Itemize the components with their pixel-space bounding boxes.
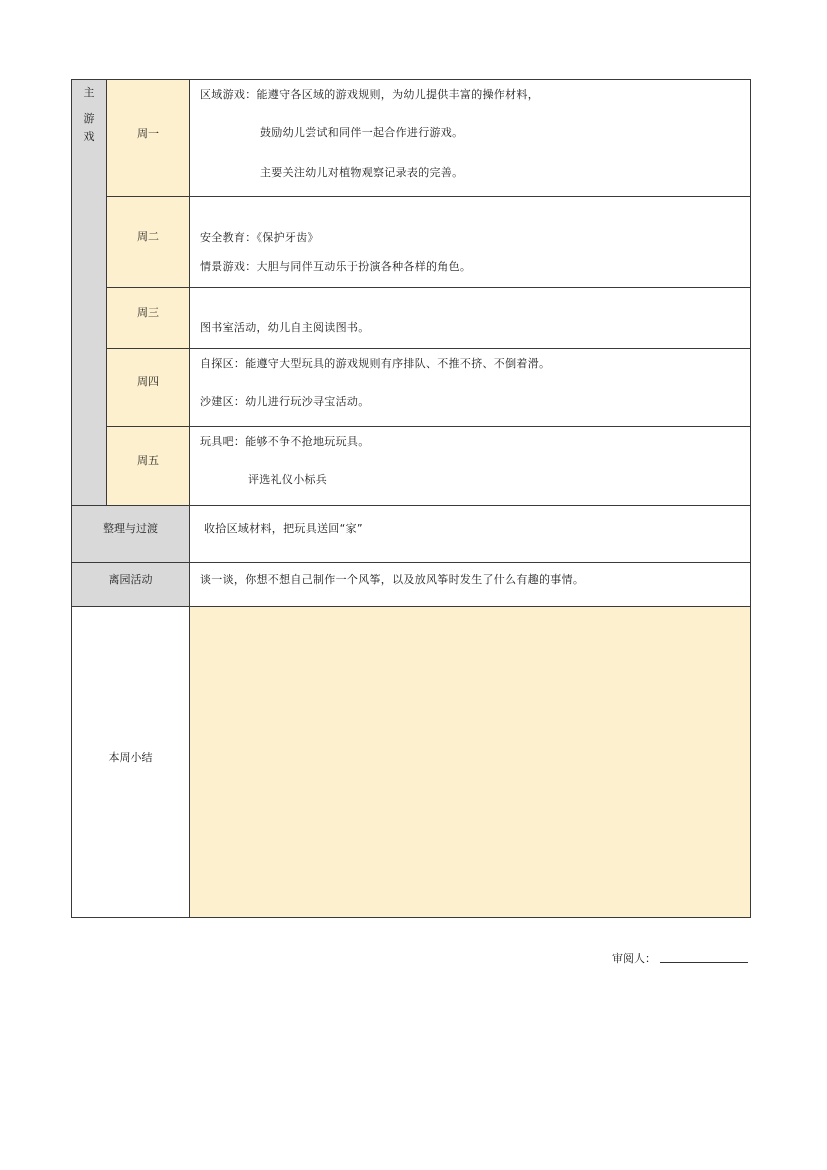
content-line: 图书室活动，幼儿自主阅读图书。 <box>200 321 370 334</box>
content-line: 自探区：能遵守大型玩具的游戏规则有序排队、不推不挤、不倒着滑。 <box>200 357 551 370</box>
summary-label-cell <box>71 606 190 918</box>
content-cell-monday <box>189 79 751 197</box>
content-line: 安全教育：《保护牙齿》 <box>200 231 319 244</box>
summary-label: 本周小结 <box>108 751 153 764</box>
reviewer-label: 审阅人： <box>612 952 656 965</box>
leave-content-cell <box>189 562 751 607</box>
day-label-monday: 周一 <box>137 127 159 140</box>
reviewer-signature-line <box>660 962 748 963</box>
tidy-label: 整理与过渡 <box>103 522 158 535</box>
content-cell-thursday <box>189 348 751 427</box>
content-line: 情景游戏：大胆与同伴互动乐于扮演各种各样的角色。 <box>200 260 472 273</box>
day-cell-friday <box>106 426 190 506</box>
tidy-text: 收拾区域材料，把玩具送回“家” <box>204 522 363 535</box>
day-cell-thursday <box>106 348 190 427</box>
day-cell-tuesday <box>106 196 190 288</box>
day-label-wednesday: 周三 <box>137 306 159 319</box>
content-line: 主要关注幼儿对植物观察记录表的完善。 <box>260 166 464 179</box>
content-line: 区域游戏：能遵守各区域的游戏规则，为幼儿提供丰富的操作材料， <box>200 88 539 101</box>
day-label-tuesday: 周二 <box>137 230 159 243</box>
tidy-content-cell <box>189 505 751 563</box>
content-line: 沙建区：幼儿进行玩沙寻宝活动。 <box>200 395 370 408</box>
content-line: 玩具吧：能够不争不抢地玩玩具。 <box>200 435 370 448</box>
day-label-friday: 周五 <box>137 454 159 467</box>
weekly-plan-table <box>71 79 751 918</box>
content-cell-tuesday <box>189 196 751 288</box>
day-cell-wednesday <box>106 287 190 349</box>
day-label-thursday: 周四 <box>137 375 159 388</box>
summary-content-cell <box>189 606 751 918</box>
category-char-3: 戏 <box>83 130 95 143</box>
content-line: 评选礼仪小标兵 <box>248 473 328 486</box>
content-cell-friday <box>189 426 751 506</box>
content-cell-wednesday <box>189 287 751 349</box>
leave-label: 离园活动 <box>108 573 153 586</box>
leave-text: 谈一谈，你想不想自己制作一个风筝，以及放风筝时发生了什么有趣的事情。 <box>200 573 585 586</box>
tidy-label-cell <box>71 505 190 563</box>
day-cell-monday <box>106 79 190 197</box>
leave-label-cell <box>71 562 190 607</box>
category-char-1: 主 <box>83 86 95 99</box>
content-line: 鼓励幼儿尝试和同伴一起合作进行游戏。 <box>260 126 464 139</box>
category-column-game <box>71 79 107 506</box>
category-char-2: 游 <box>83 112 95 125</box>
